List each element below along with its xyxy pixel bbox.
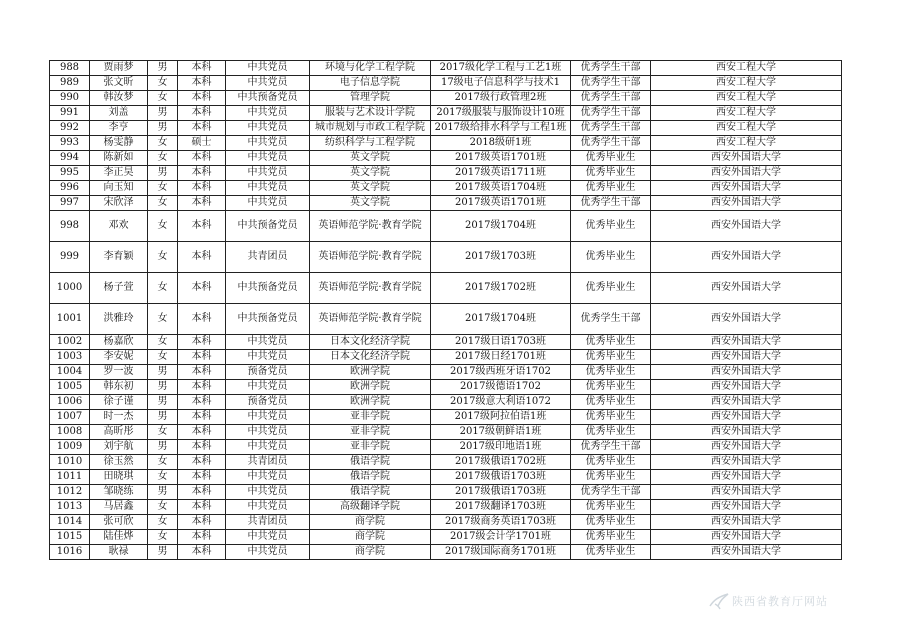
university-cell: 西安外国语大学 [651,166,842,181]
political-status-cell: 共青团员 [226,242,310,273]
student-name-cell: 徐玉然 [90,455,148,470]
political-status-cell: 预备党员 [226,395,310,410]
college-cell: 英文学院 [310,196,431,211]
degree-cell: 本科 [178,196,226,211]
row-number-cell: 989 [50,76,90,91]
political-status-cell: 中共党员 [226,106,310,121]
university-cell: 西安外国语大学 [651,304,842,335]
student-name-cell: 李正昊 [90,166,148,181]
university-cell: 西安工程大学 [651,76,842,91]
student-name-cell: 高昕彤 [90,425,148,440]
gender-cell: 女 [148,350,178,365]
table-row [50,455,842,470]
college-cell: 管理学院 [310,91,431,106]
student-name-cell: 耿禄 [90,545,148,560]
college-cell: 英文学院 [310,166,431,181]
class-name-cell: 2017级1704班 [431,304,571,335]
political-status-cell: 中共党员 [226,350,310,365]
honor-title-cell: 优秀毕业生 [571,530,651,545]
political-status-cell: 中共预备党员 [226,211,310,242]
row-number-cell: 1009 [50,440,90,455]
gender-cell: 女 [148,273,178,304]
college-cell: 日本文化经济学院 [310,350,431,365]
class-name-cell: 2018级研1班 [431,136,571,151]
table-row [50,515,842,530]
degree-cell: 硕士 [178,136,226,151]
university-cell: 西安外国语大学 [651,545,842,560]
honor-title-cell: 优秀学生干部 [571,121,651,136]
degree-cell: 本科 [178,410,226,425]
table-row [50,91,842,106]
row-number-cell: 1015 [50,530,90,545]
class-name-cell: 2017级英语1701班 [431,196,571,211]
row-number-cell: 1006 [50,395,90,410]
table-row [50,106,842,121]
class-name-cell: 2017级西班牙语1702 [431,365,571,380]
gender-cell: 男 [148,395,178,410]
university-cell: 西安外国语大学 [651,500,842,515]
table-row [50,530,842,545]
honor-title-cell: 优秀毕业生 [571,166,651,181]
honor-title-cell: 优秀毕业生 [571,455,651,470]
political-status-cell: 中共党员 [226,470,310,485]
table-row [50,61,842,76]
university-cell: 西安外国语大学 [651,380,842,395]
student-name-cell: 宋欣泽 [90,196,148,211]
honor-title-cell: 优秀毕业生 [571,470,651,485]
university-cell: 西安外国语大学 [651,211,842,242]
political-status-cell: 中共党员 [226,61,310,76]
class-name-cell: 2017级英语1704班 [431,181,571,196]
row-number-cell: 996 [50,181,90,196]
degree-cell: 本科 [178,166,226,181]
table-row [50,76,842,91]
gender-cell: 女 [148,530,178,545]
student-name-cell: 洪雅玲 [90,304,148,335]
class-name-cell: 2017级1704班 [431,211,571,242]
student-name-cell: 徐子谨 [90,395,148,410]
class-name-cell: 2017级英语1711班 [431,166,571,181]
degree-cell: 本科 [178,440,226,455]
honor-title-cell: 优秀学生干部 [571,136,651,151]
honor-title-cell: 优秀毕业生 [571,410,651,425]
honor-title-cell: 优秀毕业生 [571,380,651,395]
political-status-cell: 中共党员 [226,121,310,136]
degree-cell: 本科 [178,455,226,470]
honor-title-cell: 优秀学生干部 [571,485,651,500]
degree-cell: 本科 [178,91,226,106]
student-name-cell: 韩东初 [90,380,148,395]
university-cell: 西安外国语大学 [651,365,842,380]
honor-title-cell: 优秀毕业生 [571,242,651,273]
honor-title-cell: 优秀毕业生 [571,515,651,530]
honor-title-cell: 优秀毕业生 [571,365,651,380]
class-name-cell: 2017级朝鲜语1班 [431,425,571,440]
gender-cell: 女 [148,515,178,530]
political-status-cell: 中共党员 [226,485,310,500]
table-row [50,410,842,425]
student-name-cell: 张可欣 [90,515,148,530]
student-name-cell: 马居鑫 [90,500,148,515]
political-status-cell: 中共党员 [226,196,310,211]
row-number-cell: 993 [50,136,90,151]
table-row [50,211,842,242]
student-name-cell: 李安妮 [90,350,148,365]
college-cell: 俄语学院 [310,455,431,470]
student-name-cell: 刘宇航 [90,440,148,455]
honor-title-cell: 优秀毕业生 [571,545,651,560]
row-number-cell: 992 [50,121,90,136]
university-cell: 西安外国语大学 [651,151,842,166]
honor-title-cell: 优秀毕业生 [571,395,651,410]
class-name-cell: 2017级化学工程与工艺1班 [431,61,571,76]
class-name-cell: 2017级印地语1班 [431,440,571,455]
degree-cell: 本科 [178,335,226,350]
table-row [50,440,842,455]
row-number-cell: 1012 [50,485,90,500]
row-number-cell: 998 [50,211,90,242]
gender-cell: 男 [148,365,178,380]
table-row [50,470,842,485]
college-cell: 俄语学院 [310,470,431,485]
gender-cell: 女 [148,500,178,515]
row-number-cell: 1000 [50,273,90,304]
political-status-cell: 中共预备党员 [226,91,310,106]
bird-logo-icon [708,592,730,610]
honor-title-cell: 优秀毕业生 [571,211,651,242]
student-name-cell: 杨子萱 [90,273,148,304]
class-name-cell: 2017级英语1701班 [431,151,571,166]
student-honor-table [49,60,842,560]
student-name-cell: 韩汝梦 [90,91,148,106]
row-number-cell: 995 [50,166,90,181]
degree-cell: 本科 [178,181,226,196]
university-cell: 西安外国语大学 [651,410,842,425]
gender-cell: 女 [148,470,178,485]
university-cell: 西安工程大学 [651,106,842,121]
class-name-cell: 2017级会计学1701班 [431,530,571,545]
student-name-cell: 向玉知 [90,181,148,196]
honor-title-cell: 优秀学生干部 [571,76,651,91]
gender-cell: 男 [148,61,178,76]
honor-title-cell: 优秀学生干部 [571,91,651,106]
university-cell: 西安外国语大学 [651,425,842,440]
class-name-cell: 2017级国际商务1701班 [431,545,571,560]
degree-cell: 本科 [178,470,226,485]
political-status-cell: 中共党员 [226,76,310,91]
student-name-cell: 邓欢 [90,211,148,242]
student-name-cell: 罗一波 [90,365,148,380]
class-name-cell: 17级电子信息科学与技术1 [431,76,571,91]
row-number-cell: 988 [50,61,90,76]
university-cell: 西安外国语大学 [651,455,842,470]
gender-cell: 女 [148,196,178,211]
college-cell: 日本文化经济学院 [310,335,431,350]
row-number-cell: 1003 [50,350,90,365]
college-cell: 商学院 [310,530,431,545]
political-status-cell: 中共党员 [226,530,310,545]
university-cell: 西安工程大学 [651,61,842,76]
university-cell: 西安外国语大学 [651,485,842,500]
class-name-cell: 2017级德语1702 [431,380,571,395]
table-row [50,196,842,211]
honor-title-cell: 优秀毕业生 [571,500,651,515]
row-number-cell: 990 [50,91,90,106]
degree-cell: 本科 [178,500,226,515]
university-cell: 西安外国语大学 [651,515,842,530]
student-name-cell: 陆佳烨 [90,530,148,545]
row-number-cell: 997 [50,196,90,211]
degree-cell: 本科 [178,106,226,121]
college-cell: 欧洲学院 [310,380,431,395]
honor-title-cell: 优秀学生干部 [571,440,651,455]
honor-title-cell: 优秀学生干部 [571,196,651,211]
degree-cell: 本科 [178,273,226,304]
college-cell: 商学院 [310,515,431,530]
political-status-cell: 中共党员 [226,410,310,425]
class-name-cell: 2017级俄语1703班 [431,470,571,485]
row-number-cell: 994 [50,151,90,166]
table-row [50,500,842,515]
university-cell: 西安工程大学 [651,121,842,136]
gender-cell: 男 [148,380,178,395]
honor-title-cell: 优秀毕业生 [571,425,651,440]
row-number-cell: 1001 [50,304,90,335]
class-name-cell: 2017级商务英语1703班 [431,515,571,530]
row-number-cell: 1005 [50,380,90,395]
row-number-cell: 999 [50,242,90,273]
row-number-cell: 991 [50,106,90,121]
class-name-cell: 2017级俄语1702班 [431,455,571,470]
gender-cell: 女 [148,91,178,106]
college-cell: 城市规划与市政工程学院 [310,121,431,136]
class-name-cell: 2017级日语1703班 [431,335,571,350]
university-cell: 西安外国语大学 [651,196,842,211]
gender-cell: 男 [148,545,178,560]
table-row [50,273,842,304]
college-cell: 商学院 [310,545,431,560]
college-cell: 英语师范学院·教育学院 [310,242,431,273]
student-name-cell: 时一杰 [90,410,148,425]
table-row [50,395,842,410]
degree-cell: 本科 [178,61,226,76]
table-row [50,545,842,560]
university-cell: 西安工程大学 [651,136,842,151]
row-number-cell: 1016 [50,545,90,560]
political-status-cell: 中共党员 [226,500,310,515]
gender-cell: 男 [148,121,178,136]
table-row [50,181,842,196]
table-row [50,380,842,395]
gender-cell: 女 [148,335,178,350]
political-status-cell: 中共党员 [226,380,310,395]
row-number-cell: 1007 [50,410,90,425]
degree-cell: 本科 [178,380,226,395]
class-name-cell: 2017级翻译1703班 [431,500,571,515]
student-name-cell: 李亨 [90,121,148,136]
gender-cell: 男 [148,106,178,121]
degree-cell: 本科 [178,365,226,380]
row-number-cell: 1010 [50,455,90,470]
gender-cell: 女 [148,304,178,335]
class-name-cell: 2017级日经1701班 [431,350,571,365]
class-name-cell: 2017级俄语1703班 [431,485,571,500]
gender-cell: 男 [148,410,178,425]
university-cell: 西安外国语大学 [651,350,842,365]
row-number-cell: 1011 [50,470,90,485]
honor-title-cell: 优秀毕业生 [571,350,651,365]
degree-cell: 本科 [178,485,226,500]
university-cell: 西安外国语大学 [651,530,842,545]
honor-title-cell: 优秀毕业生 [571,273,651,304]
row-number-cell: 1014 [50,515,90,530]
degree-cell: 本科 [178,395,226,410]
honor-title-cell: 优秀学生干部 [571,61,651,76]
table-row [50,121,842,136]
gender-cell: 男 [148,485,178,500]
student-name-cell: 杨嘉欣 [90,335,148,350]
table-row [50,304,842,335]
college-cell: 英语师范学院·教育学院 [310,304,431,335]
university-cell: 西安外国语大学 [651,470,842,485]
table-row [50,166,842,181]
honor-title-cell: 优秀学生干部 [571,304,651,335]
table-row [50,350,842,365]
degree-cell: 本科 [178,350,226,365]
college-cell: 电子信息学院 [310,76,431,91]
gender-cell: 男 [148,440,178,455]
class-name-cell: 2017级行政管理2班 [431,91,571,106]
gender-cell: 男 [148,166,178,181]
degree-cell: 本科 [178,530,226,545]
college-cell: 亚非学院 [310,425,431,440]
college-cell: 纺织科学与工程学院 [310,136,431,151]
class-name-cell: 2017级1702班 [431,273,571,304]
honor-title-cell: 优秀毕业生 [571,181,651,196]
class-name-cell: 2017级给排水科学与工程1班 [431,121,571,136]
political-status-cell: 中共党员 [226,440,310,455]
university-cell: 西安外国语大学 [651,242,842,273]
university-cell: 西安外国语大学 [651,335,842,350]
college-cell: 俄语学院 [310,485,431,500]
political-status-cell: 中共党员 [226,166,310,181]
political-status-cell: 中共党员 [226,181,310,196]
class-name-cell: 2017级意大利语1072 [431,395,571,410]
row-number-cell: 1013 [50,500,90,515]
class-name-cell: 2017级1703班 [431,242,571,273]
university-cell: 西安工程大学 [651,91,842,106]
gender-cell: 女 [148,242,178,273]
row-number-cell: 1008 [50,425,90,440]
honor-title-cell: 优秀毕业生 [571,151,651,166]
student-name-cell: 陈新如 [90,151,148,166]
college-cell: 英语师范学院·教育学院 [310,211,431,242]
table-row [50,365,842,380]
college-cell: 环境与化学工程学院 [310,61,431,76]
table-row [50,425,842,440]
class-name-cell: 2017级服装与服饰设计10班 [431,106,571,121]
degree-cell: 本科 [178,121,226,136]
college-cell: 欧洲学院 [310,365,431,380]
political-status-cell: 共青团员 [226,515,310,530]
degree-cell: 本科 [178,151,226,166]
table-row [50,485,842,500]
university-cell: 西安外国语大学 [651,395,842,410]
table-row [50,151,842,166]
political-status-cell: 预备党员 [226,365,310,380]
degree-cell: 本科 [178,515,226,530]
row-number-cell: 1002 [50,335,90,350]
student-name-cell: 李育颖 [90,242,148,273]
gender-cell: 女 [148,136,178,151]
political-status-cell: 中共党员 [226,425,310,440]
gender-cell: 女 [148,76,178,91]
student-name-cell: 邹晓练 [90,485,148,500]
college-cell: 英文学院 [310,181,431,196]
honor-list-sheet [49,60,842,560]
gender-cell: 女 [148,151,178,166]
degree-cell: 本科 [178,425,226,440]
political-status-cell: 中共党员 [226,136,310,151]
university-cell: 西安外国语大学 [651,181,842,196]
college-cell: 服装与艺术设计学院 [310,106,431,121]
table-row [50,335,842,350]
college-cell: 亚非学院 [310,440,431,455]
political-status-cell: 中共党员 [226,151,310,166]
class-name-cell: 2017级阿拉伯语1班 [431,410,571,425]
watermark [708,592,828,610]
row-number-cell: 1004 [50,365,90,380]
student-name-cell: 贾雨梦 [90,61,148,76]
political-status-cell: 中共预备党员 [226,273,310,304]
student-name-cell: 杨雯静 [90,136,148,151]
watermark-text: 陕西省教育厅网站 [732,595,828,608]
honor-title-cell: 优秀学生干部 [571,106,651,121]
student-name-cell: 刘盖 [90,106,148,121]
college-cell: 欧洲学院 [310,395,431,410]
table-row [50,136,842,151]
degree-cell: 本科 [178,545,226,560]
college-cell: 英语师范学院·教育学院 [310,273,431,304]
degree-cell: 本科 [178,304,226,335]
gender-cell: 女 [148,211,178,242]
degree-cell: 本科 [178,211,226,242]
table-row [50,242,842,273]
gender-cell: 女 [148,455,178,470]
college-cell: 高级翻译学院 [310,500,431,515]
political-status-cell: 中共党员 [226,545,310,560]
gender-cell: 女 [148,181,178,196]
student-name-cell: 田晓琪 [90,470,148,485]
political-status-cell: 中共预备党员 [226,304,310,335]
degree-cell: 本科 [178,76,226,91]
student-name-cell: 张文昕 [90,76,148,91]
political-status-cell: 共青团员 [226,455,310,470]
university-cell: 西安外国语大学 [651,273,842,304]
gender-cell: 女 [148,425,178,440]
college-cell: 英文学院 [310,151,431,166]
degree-cell: 本科 [178,242,226,273]
political-status-cell: 中共党员 [226,335,310,350]
university-cell: 西安外国语大学 [651,440,842,455]
college-cell: 亚非学院 [310,410,431,425]
honor-title-cell: 优秀毕业生 [571,335,651,350]
